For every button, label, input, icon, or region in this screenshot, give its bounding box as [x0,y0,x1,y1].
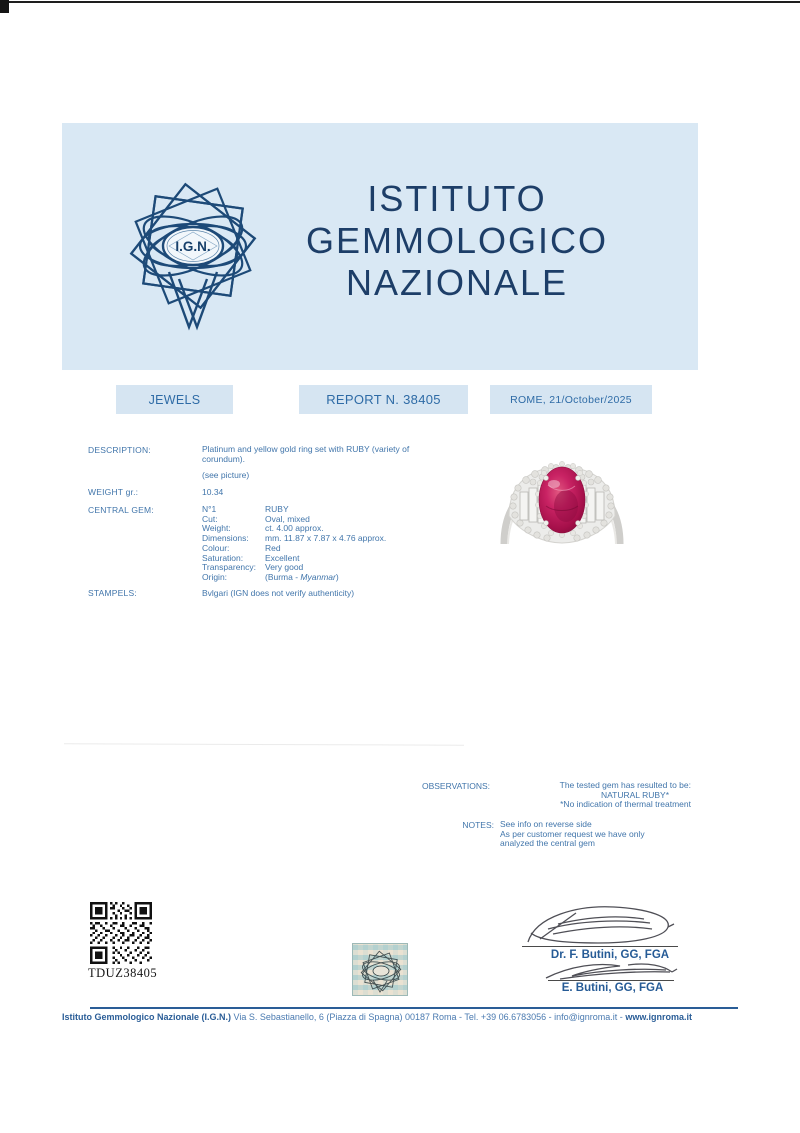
gem-row-transparency: Transparency: Very good [202,562,304,573]
ign-logo-icon [122,173,264,335]
footer [62,1012,742,1022]
description-label: DESCRIPTION: [88,445,151,455]
signature-2-icon [540,960,680,982]
title-line-1: ISTITUTO [367,178,547,219]
ring-photo [478,440,646,550]
signature-1-line [522,946,678,947]
stampels-label: STAMPELS: [88,588,137,598]
weight-label: WEIGHT gr.: [88,487,139,497]
place-date-label: ROME, 21/October/2025 [510,393,632,406]
notes-label: NOTES: [462,820,494,830]
signature-2-name: E. Butini, GG, FGA [561,982,664,994]
gem-row-number: N°1 RUBY [202,504,289,514]
gem-row-saturation: Saturation: Excellent [202,552,300,563]
description-line-1: Platinum and yellow gold ring set with RUBY (variety of [202,444,410,454]
footer-address: Via S. Sebastianello, 6 (Piazza di Spagna) 00187 Roma - Tel. +39 06.6783056 - info@ignroma.it - [231,1012,626,1022]
gem-row-origin: Origin: (Burma - Myanmar) [202,571,339,582]
observations-label: OBSERVATIONS: [421,781,490,791]
notes-text [500,820,720,849]
footer-org-name: Istituto Gemmologico Nazionale (I.G.N.) [62,1012,232,1022]
central-gem-label: CENTRAL GEM: [88,505,154,515]
hologram-sticker-icon [352,943,408,996]
institute-title [257,178,657,304]
notes-line-1: See info on reverse side [500,819,592,829]
scan-artifact-top-line [0,1,800,3]
notes-line-3: analyzed the central gem [500,838,595,849]
gem-row-dimensions: Dimensions: mm. 11.87 x 7.87 x 4.76 approx. [202,533,387,544]
scan-artifact-corner [0,0,9,13]
scan-artifact-faint-line [64,743,464,745]
description-value [202,445,409,464]
gem-row-cut: Cut: Oval, mixed [202,513,310,524]
logo-text: I.G.N. [175,239,211,254]
gem-row-colour: Colour: Red [202,542,281,553]
notes-line-2: As per customer request we have only [500,828,645,839]
signature-1-name: Dr. F. Butini, GG, FGA [550,949,670,961]
signature-2-line [548,980,674,981]
category-box [116,385,233,414]
central-gem-table [202,505,386,583]
observations-text [470,781,691,810]
category-label: JEWELS [148,392,201,407]
report-number-box [299,385,468,414]
footer-divider [90,1007,738,1009]
see-picture-note: (see picture) [202,470,250,480]
header-banner [62,123,698,370]
title-line-3: NAZIONALE [345,262,569,303]
footer-website-link: www.ignroma.it [625,1012,692,1022]
title-line-2: GEMMOLOGICO [305,220,609,261]
qr-code-text: TDUZ38405 [88,966,158,980]
signature-1-icon [518,902,680,948]
report-number-label: REPORT N. 38405 [326,392,441,407]
weight-value: 10.34 [202,487,224,497]
observations-line-1: The tested gem has resulted to be: [559,780,691,790]
stampels-value: Bvlgari (IGN does not verify authenticity) [202,588,355,598]
place-date-box [490,385,652,414]
qr-code-icon [90,902,152,964]
observations-line-2: NATURAL RUBY* [600,789,669,800]
observations-line-3: *No indication of thermal treatment [560,799,691,810]
gem-row-weight: Weight: ct. 4.00 approx. [202,523,324,534]
description-line-2: corundum). [202,453,245,464]
